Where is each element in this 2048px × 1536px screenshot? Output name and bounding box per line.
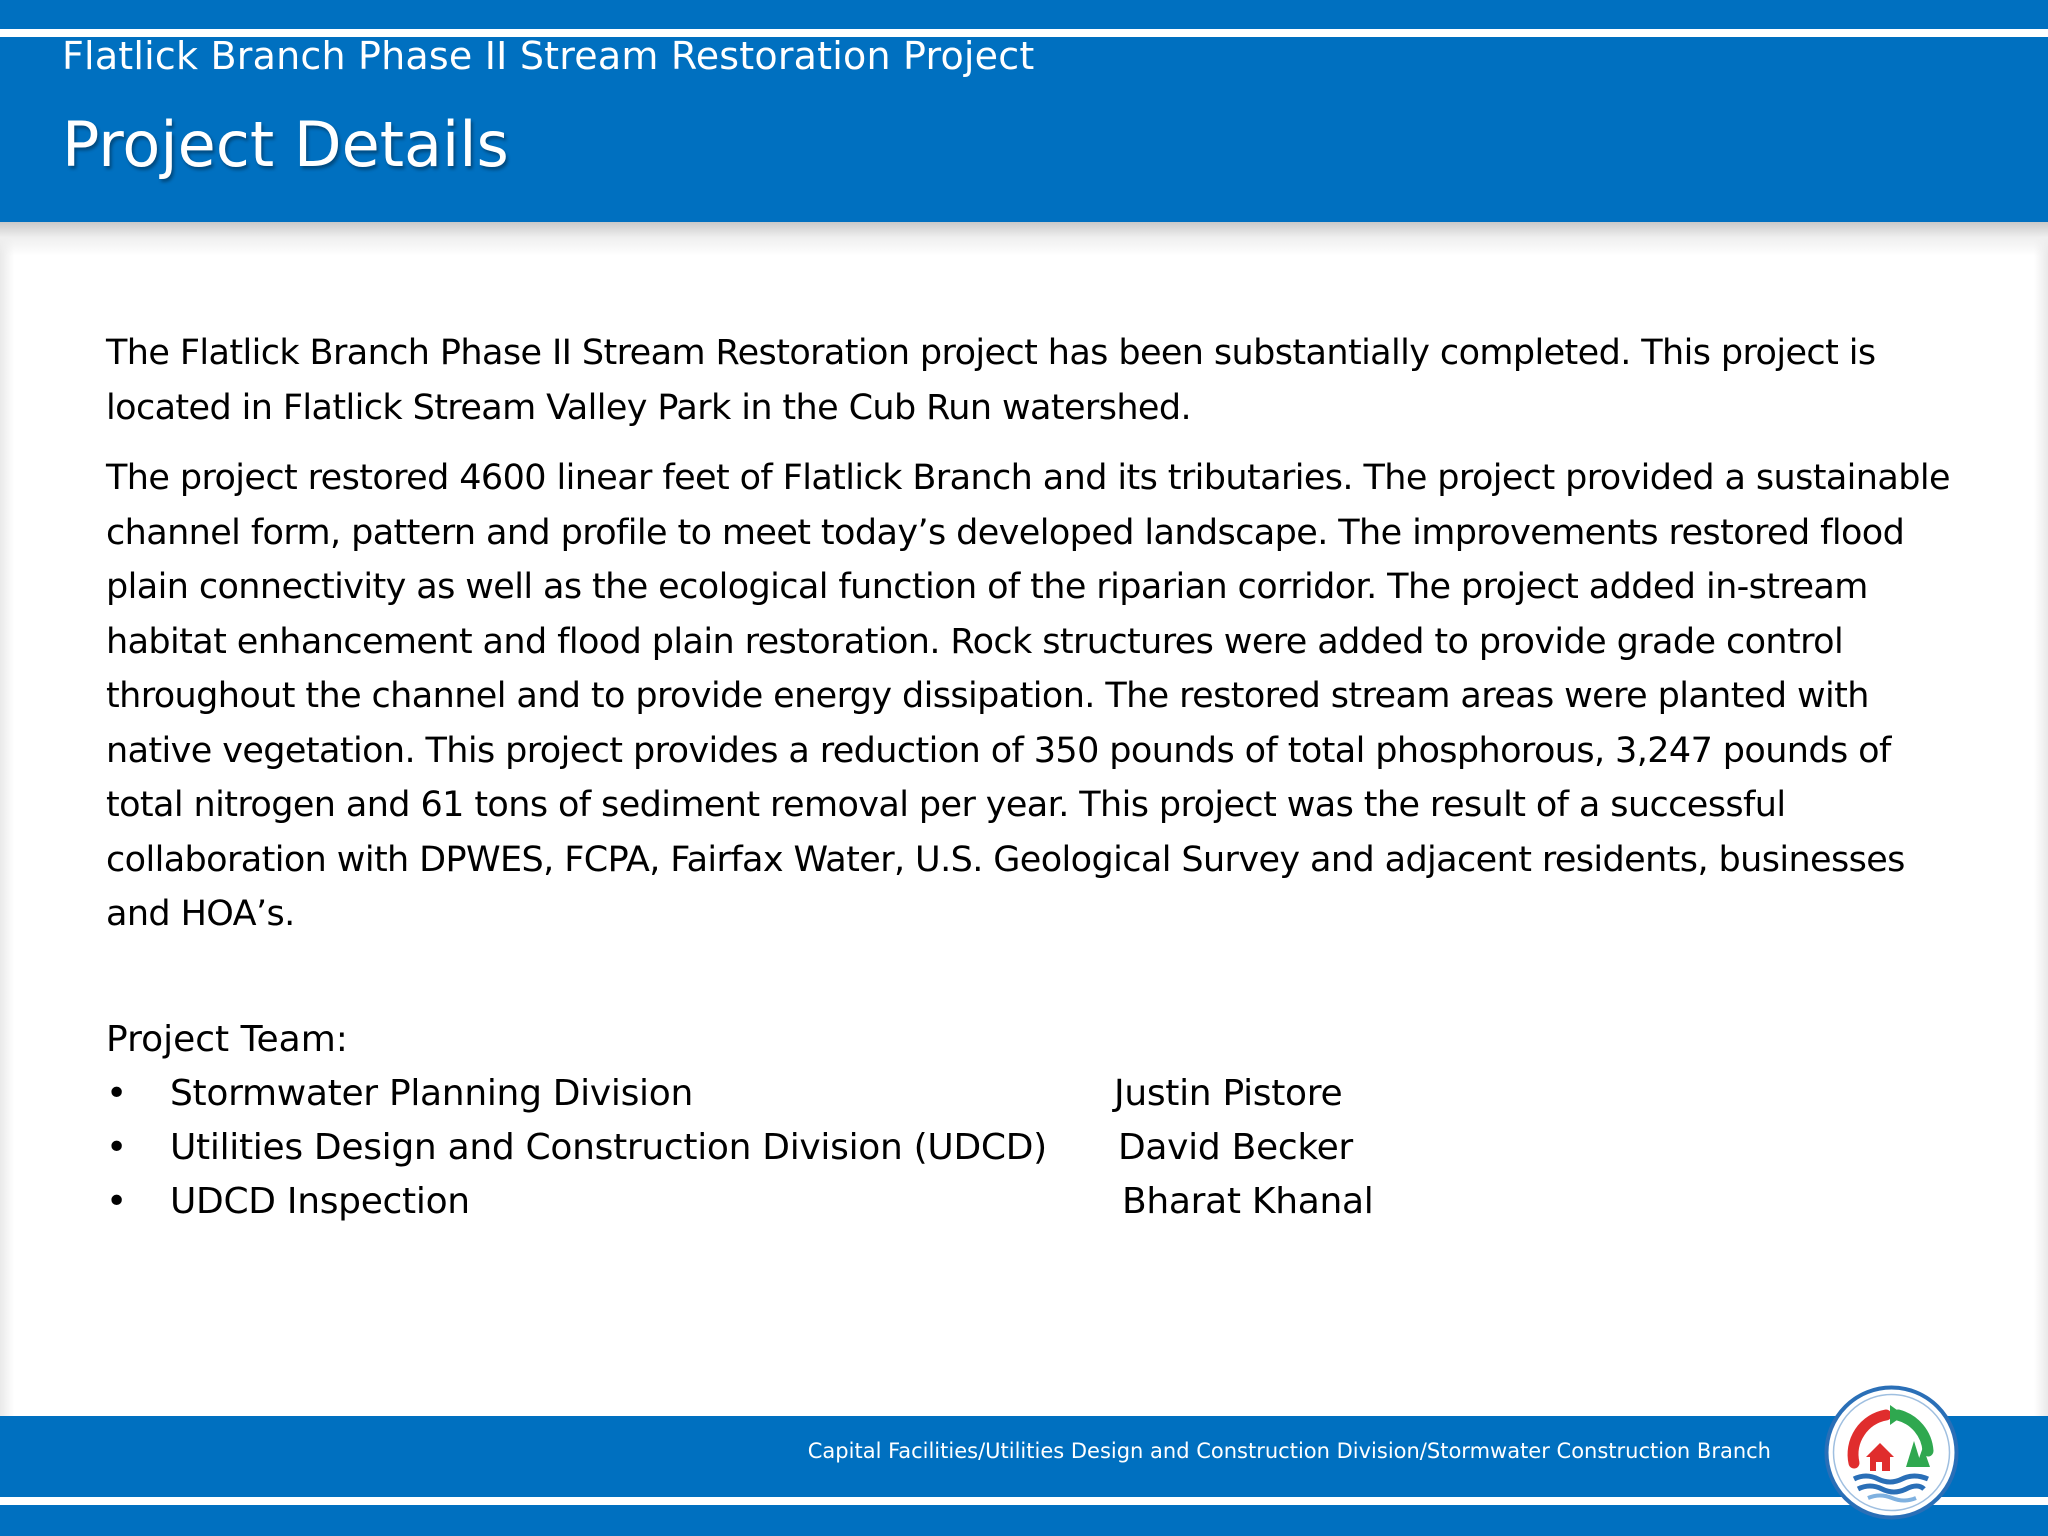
project-team-label: Project Team: — [106, 1019, 348, 1060]
team-member-name: David Becker — [1118, 1127, 1353, 1168]
bullet: • — [106, 1073, 128, 1114]
description-paragraph-2: The project restored 4600 linear feet of Flatlick Branch and its tributaries. The project provided a sustainable channel form, pattern and profile to meet today’s developed landscape. The improvements restored flood plain connectivity as well as the ecological function of the riparian corridor. The project added in-stream habitat enhancement and flood plain restoration. Rock structures were added to provide grade control throughout the channel and to provide energy dissipation. The restored stream areas were planted with native vegetation. This project provides a reduction of 350 pounds of total phosphorous, 3,247 pounds of total nitrogen and 61 tons of sediment removal per year. This project was the result of a successful collaboration with DPWES, FCPA, Fairfax Water, U.S. Geological Survey and adjacent residents, businesses and HOA’s. — [106, 458, 1950, 934]
header-subtitle: Flatlick Branch Phase II Stream Restoration Project — [62, 34, 1035, 78]
page-title: Project Details — [62, 108, 509, 181]
footer-text: Capital Facilities/Utilities Design and Construction Division/Stormwater Construction Branch — [807, 1439, 1771, 1463]
stormwater-seal-icon — [1824, 1385, 1959, 1520]
bullet: • — [106, 1181, 128, 1222]
project-description — [106, 326, 1966, 958]
team-division: Utilities Design and Construction Division (UDCD) — [170, 1127, 1047, 1168]
team-division: UDCD Inspection — [170, 1181, 470, 1222]
bullet: • — [106, 1127, 128, 1168]
description-paragraph-1: The Flatlick Branch Phase II Stream Restoration project has been substantially completed. This project is located in Flatlick Stream Valley Park in the Cub Run watershed. — [106, 333, 1876, 428]
team-member-name: Bharat Khanal — [1122, 1181, 1374, 1222]
team-member-name: Justin Pistore — [1114, 1073, 1343, 1114]
footer-rule — [0, 1497, 2048, 1505]
team-division: Stormwater Planning Division — [170, 1073, 693, 1114]
header-shadow — [0, 222, 2048, 256]
logo-svg — [1824, 1385, 1959, 1520]
footer-band — [0, 1416, 2048, 1536]
